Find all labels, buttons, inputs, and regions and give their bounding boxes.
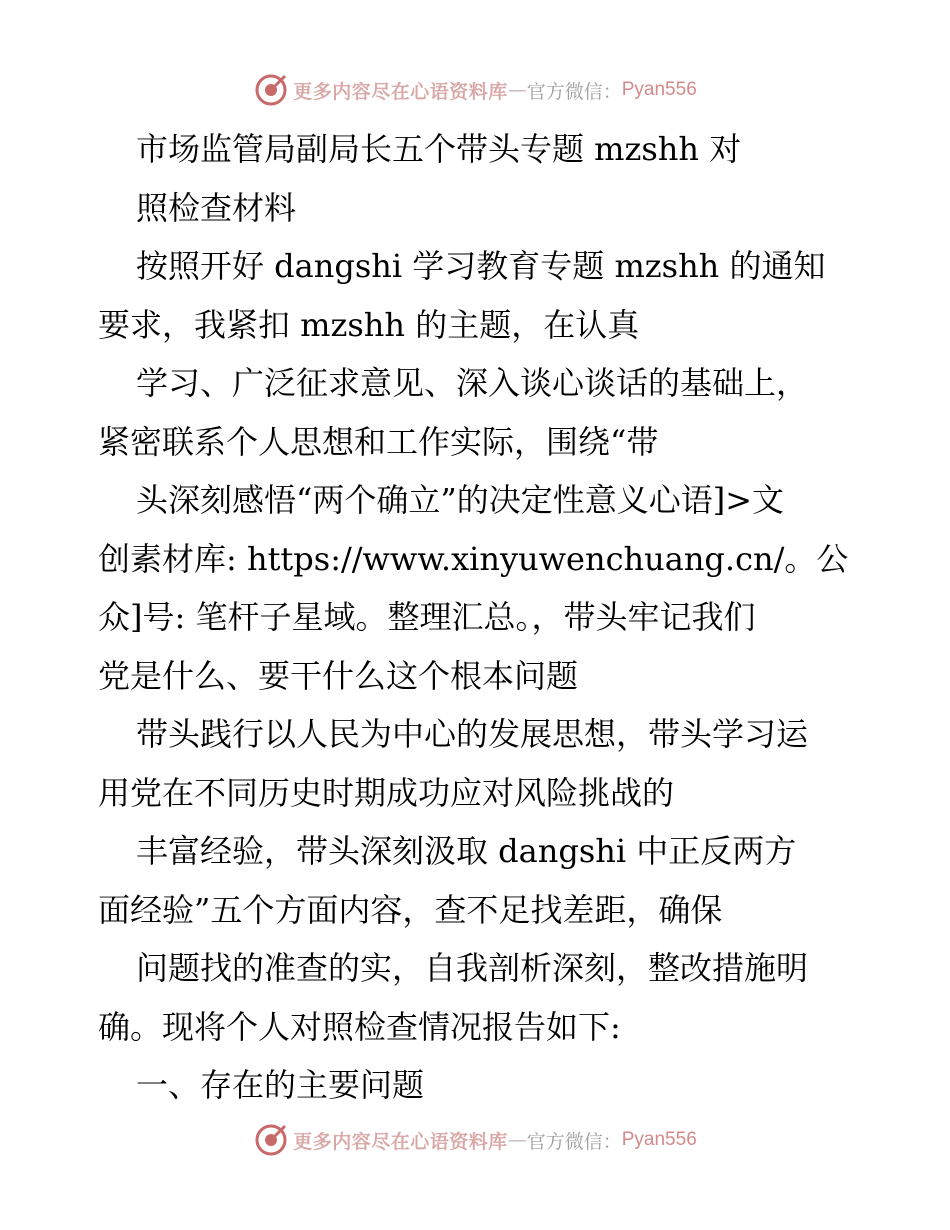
doc-line: 丰富经验，带头深刻汲取 dangshi 中正反两方	[136, 832, 797, 870]
doc-title-line-1: 市场监管局副局长五个带头专题 mzshh 对	[136, 130, 742, 168]
doc-line: 按照开好 dangshi 学习教育专题 mzshh 的通知	[136, 247, 826, 285]
watermark-id: Pyan556	[621, 1129, 697, 1150]
watermark-label: 官方微信：	[526, 80, 622, 103]
doc-line: 问题找的准查的实，自我剖析深刻，整改措施明	[136, 949, 809, 987]
doc-line: 学习、广泛征求意见、深入谈心谈话的基础上，	[136, 364, 809, 402]
doc-line: 要求，我紧扣 mzshh 的主题，在认真	[98, 305, 640, 344]
doc-title-line-2: 照检查材料	[136, 188, 297, 227]
watermark-title: 更多内容尽在心语资料库	[293, 1130, 508, 1153]
document-body	[98, 120, 858, 1115]
doc-line: 众]号: 笔杆子星域。整理汇总。，带头牢记我们	[98, 598, 756, 636]
section-heading: 一、存在的主要问题	[136, 1066, 425, 1104]
watermark-dash: —	[507, 1129, 527, 1151]
doc-line: 带头践行以人民为中心的发展思想，带头学习运	[136, 715, 809, 753]
doc-line: 党是什么、要干什么这个根本问题	[98, 656, 579, 695]
doc-line: 确。现将个人对照检查情况报告如下:	[98, 1007, 621, 1046]
watermark-dash: —	[507, 79, 527, 101]
watermark-label: 官方微信：	[526, 1130, 622, 1153]
doc-line: 创素材库: https://www.xinyuwenchuang.cn/。公	[98, 539, 849, 578]
watermark-title: 更多内容尽在心语资料库	[293, 80, 508, 103]
brush-logo-icon	[253, 1122, 289, 1158]
watermark-header	[0, 70, 950, 110]
brush-logo-icon	[253, 72, 289, 108]
doc-line: 面经验”五个方面内容，查不足找差距，确保	[98, 890, 723, 929]
watermark-id: Pyan556	[621, 79, 697, 100]
watermark-footer	[0, 1120, 950, 1160]
doc-line: 紧密联系个人思想和工作实际，围绕“带	[98, 422, 659, 461]
doc-line: 用党在不同历史时期成功应对风险挑战的	[98, 773, 675, 812]
doc-line: 头深刻感悟“两个确立”的决定性意义心语]>文	[136, 481, 785, 519]
